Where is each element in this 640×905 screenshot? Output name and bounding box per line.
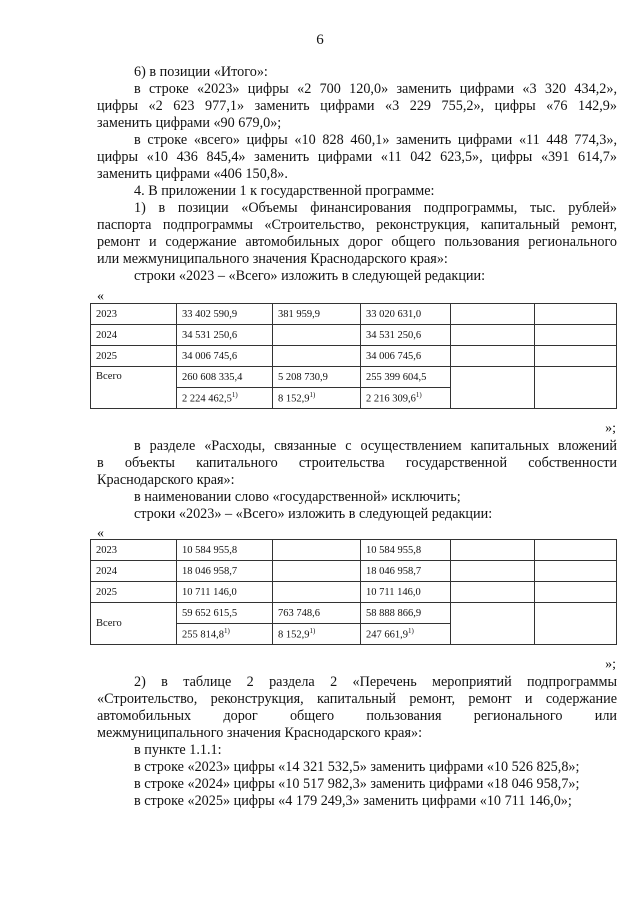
cell-value: 5 208 730,9 [273,367,361,388]
cell-value: 381 959,9 [273,304,361,325]
text-line: строки «2023» – «Всего» изложить в следующей редакции: [134,506,493,522]
cell-empty [535,561,617,582]
footnote-mark: 1) [415,391,422,400]
cell-value: 34 006 745,6 [177,346,273,367]
text-line: ремонт и содержание автомобильных дорог общего пользования регионального [97,234,617,250]
text-line: Краснодарского края»: [97,472,235,488]
cell-value: 59 652 615,5 [177,603,273,624]
value-text: 2 224 462,5 [182,393,232,405]
cell-value [273,325,361,346]
cell-empty [451,603,535,645]
cell-year: 2024 [91,561,177,582]
cell-year: 2025 [91,582,177,603]
cell-value: 33 020 631,0 [361,304,451,325]
text-line: или межмуниципального значения Краснодарского края»: [97,251,448,267]
text-line: цифры «2 623 977,1» заменить цифрами «3 229 755,2», цифры «76 142,9» [97,98,617,114]
cell-value [361,624,451,645]
cell-total-label: Всего [91,367,177,409]
text-line: в строке «2023» цифры «2 700 120,0» заменить цифрами «3 320 434,2», [134,81,617,97]
cell-value: 18 046 958,7 [361,561,451,582]
cell-year: 2023 [91,540,177,561]
cell-empty [451,582,535,603]
text-line: в пункте 1.1.1: [134,742,222,758]
cell-empty [535,367,617,409]
text-line: в строке «2024» цифры «10 517 982,3» заменить цифрами «18 046 958,7»; [134,776,580,792]
text-line: 2) в таблице 2 раздела 2 «Перечень мероприятий подпрограммы [134,674,617,690]
cell-value: 58 888 866,9 [361,603,451,624]
text-line: межмуниципального значения Краснодарского края»: [97,725,423,741]
close-quote: »; [605,421,616,436]
open-quote: « [97,289,104,304]
table-financing-passport [90,303,617,409]
text-line: в строке «всего» цифры «10 828 460,1» заменить цифрами «11 448 774,3», [134,132,617,148]
cell-empty [535,346,617,367]
text-line: в строке «2025» цифры «4 179 249,3» заменить цифрами «10 711 146,0»; [134,793,572,809]
cell-value: 34 531 250,6 [361,325,451,346]
table-row [91,346,617,367]
cell-value [273,624,361,645]
cell-value: 10 584 955,8 [361,540,451,561]
close-quote: »; [605,657,616,672]
text-line: в объекты капитального строительства государственной собственности [97,455,617,471]
cell-value [273,388,361,409]
footnote-mark: 1) [224,627,230,636]
cell-empty [451,540,535,561]
footnote-mark: 1) [309,627,316,636]
cell-value: 255 399 604,5 [361,367,451,388]
cell-empty [535,603,617,645]
value-text: 255 814,8 [182,629,224,641]
value-text: 2 216 309,6 [366,393,416,405]
cell-value: 10 584 955,8 [177,540,273,561]
footnote-mark: 1) [231,391,238,400]
text-line: 4. В приложении 1 к государственной программе: [134,183,435,199]
cell-value: 34 531 250,6 [177,325,273,346]
cell-value [273,582,361,603]
text-line: в строке «2023» цифры «14 321 532,5» заменить цифрами «10 526 825,8»; [134,759,580,775]
page-number: 6 [316,32,324,48]
open-quote: « [97,526,104,541]
value-text: 8 152,9 [278,629,310,641]
table-row [91,304,617,325]
table-capital-investments [90,539,617,645]
cell-value [273,346,361,367]
text-line: 1) в позиции «Объемы финансирования подпрограммы, тыс. рублей» [134,200,617,216]
text-line: паспорта подпрограммы «Строительство, реконструкция, капитальный ремонт, [97,217,617,233]
cell-empty [451,346,535,367]
text-line: цифры «10 436 845,4» заменить цифрами «11 042 623,5», цифры «391 614,7» [97,149,617,165]
table-row [91,367,617,388]
cell-empty [451,325,535,346]
cell-value: 33 402 590,9 [177,304,273,325]
cell-empty [535,325,617,346]
text-line: строки «2023 – «Всего» изложить в следующей редакции: [134,268,486,284]
table-row [91,561,617,582]
text-line: в наименовании слово «государственной» исключить; [134,489,461,505]
text-line: 6) в позиции «Итого»: [134,64,268,80]
table-row [91,540,617,561]
cell-year: 2023 [91,304,177,325]
cell-empty [451,367,535,409]
text-line: автомобильных дорог общего пользования регионального или [97,708,617,724]
cell-year: 2025 [91,346,177,367]
cell-value: 260 608 335,4 [177,367,273,388]
cell-value: 18 046 958,7 [177,561,273,582]
value-text: 8 152,9 [278,393,310,405]
cell-empty [451,304,535,325]
cell-total-label: Всего [91,603,177,645]
cell-value [273,561,361,582]
cell-empty [535,304,617,325]
cell-year: 2024 [91,325,177,346]
cell-value: 10 711 146,0 [177,582,273,603]
cell-value [177,388,273,409]
footnote-mark: 1) [408,627,414,636]
cell-value [361,388,451,409]
text-line: заменить цифрами «406 150,8». [97,166,288,182]
cell-empty [535,582,617,603]
table-row [91,603,617,624]
footnote-mark: 1) [309,391,316,400]
text-line: заменить цифрами «90 679,0»; [97,115,282,131]
table-row [91,582,617,603]
cell-value [177,624,273,645]
text-line: в разделе «Расходы, связанные с осуществлением капитальных вложений [134,438,617,454]
text-line: «Строительство, реконструкция, капитальный ремонт, ремонт и содержание [97,691,617,707]
cell-value: 10 711 146,0 [361,582,451,603]
value-text: 247 661,9 [366,629,408,641]
cell-value [273,540,361,561]
table-row [91,325,617,346]
cell-value: 763 748,6 [273,603,361,624]
cell-empty [535,540,617,561]
cell-empty [451,561,535,582]
cell-value: 34 006 745,6 [361,346,451,367]
